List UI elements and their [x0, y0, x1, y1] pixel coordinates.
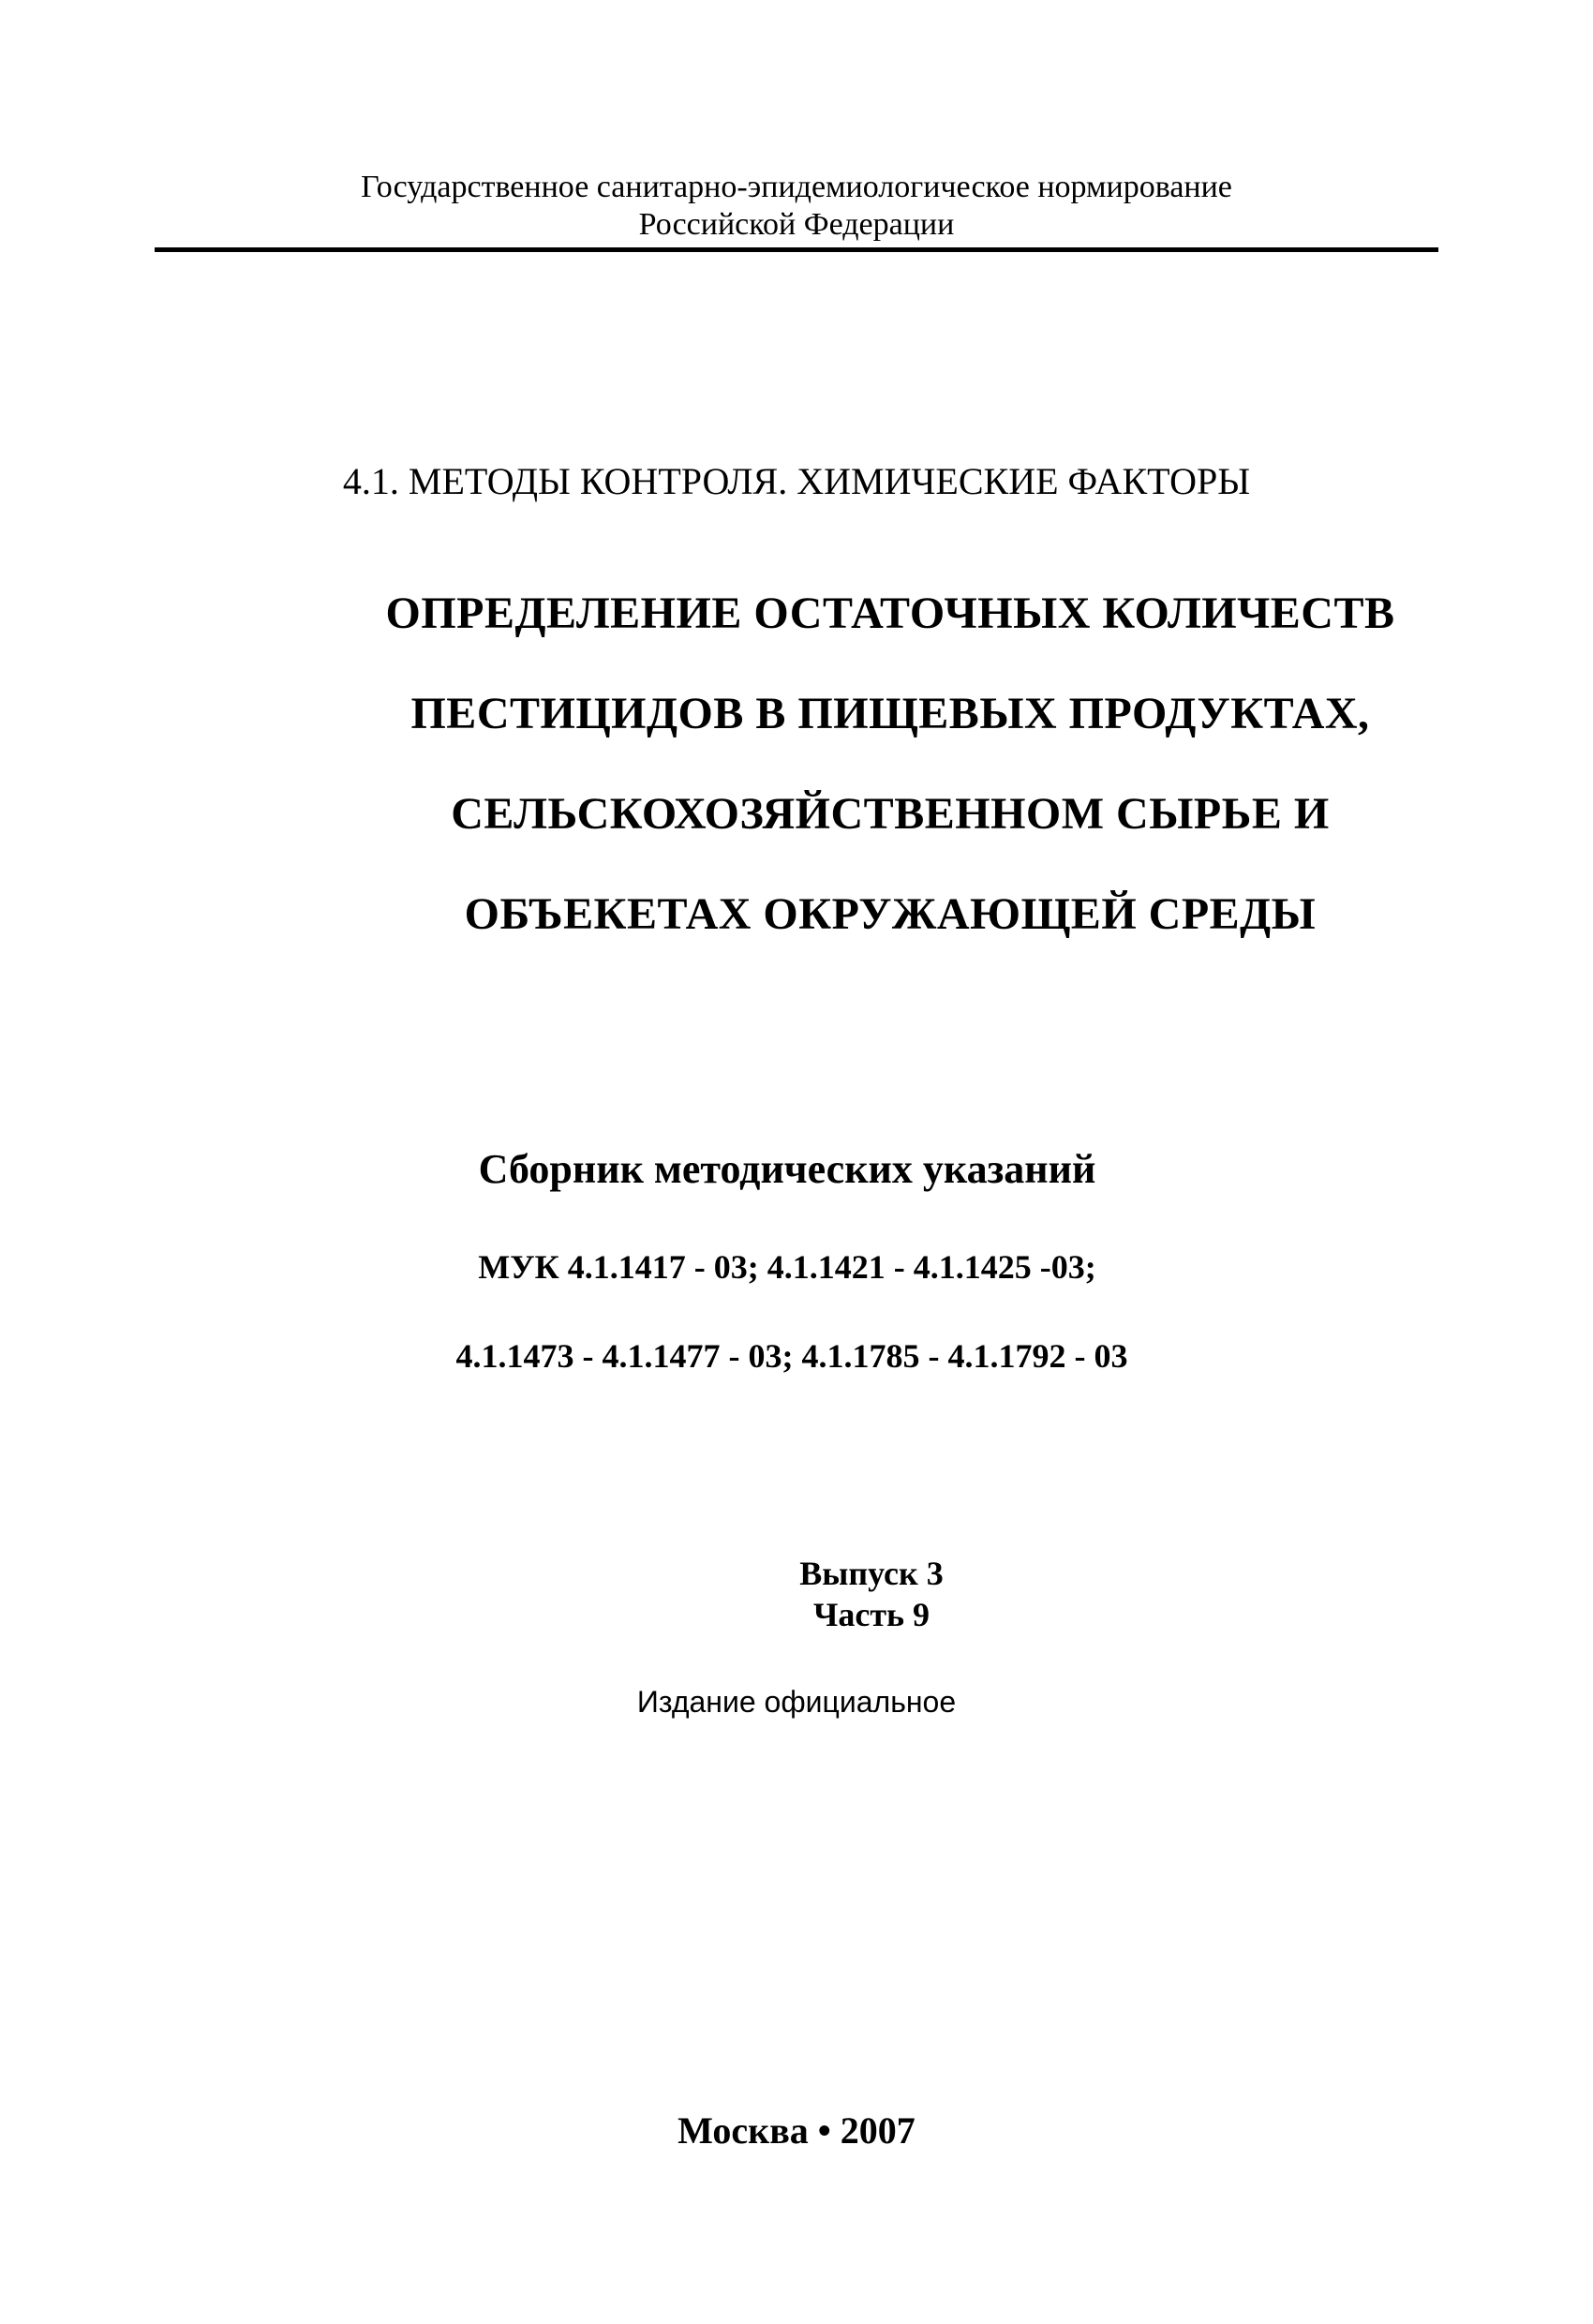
muk-codes-line-2: 4.1.1473 - 4.1.1477 - 03; 4.1.1785 - 4.1.1792 - 03 [455, 1337, 1128, 1375]
document-header [155, 169, 1438, 244]
main-title-line-3: СЕЛЬСКОХОЗЯЙСТВЕННОМ СЫРЬЕ И [451, 789, 1330, 839]
issue-part: Часть 9 [812, 1596, 930, 1633]
issue-info [768, 1553, 975, 1635]
main-title [234, 588, 1546, 940]
collection-title: Сборник методических указаний [478, 1146, 1096, 1192]
header-line-1: Государственное санитарно-эпидемиологическое нормирование [361, 170, 1232, 204]
main-title-line-4: ОБЪЕКЕТАХ ОКРУЖАЮЩЕЙ СРЕДЫ [464, 889, 1317, 939]
series-title: 4.1. МЕТОДЫ КОНТРОЛЯ. ХИМИЧЕСКИЕ ФАКТОРЫ [342, 460, 1251, 502]
issue-volume: Выпуск 3 [799, 1555, 944, 1592]
imprint-place-year: Москва • 2007 [677, 2109, 916, 2152]
header-divider [155, 247, 1438, 252]
header-line-2: Российской Федерации [638, 207, 955, 242]
main-title-line-2: ПЕСТИЦИДОВ В ПИЩЕВЫХ ПРОДУКТАХ, [410, 689, 1370, 738]
muk-codes-line-1: МУК 4.1.1417 - 03; 4.1.1421 - 4.1.1425 -03; [478, 1248, 1096, 1286]
main-title-line-1: ОПРЕДЕЛЕНИЕ ОСТАТОЧНЫХ КОЛИЧЕСТВ [385, 588, 1395, 638]
edition-note: Издание официальное [636, 1685, 957, 1719]
